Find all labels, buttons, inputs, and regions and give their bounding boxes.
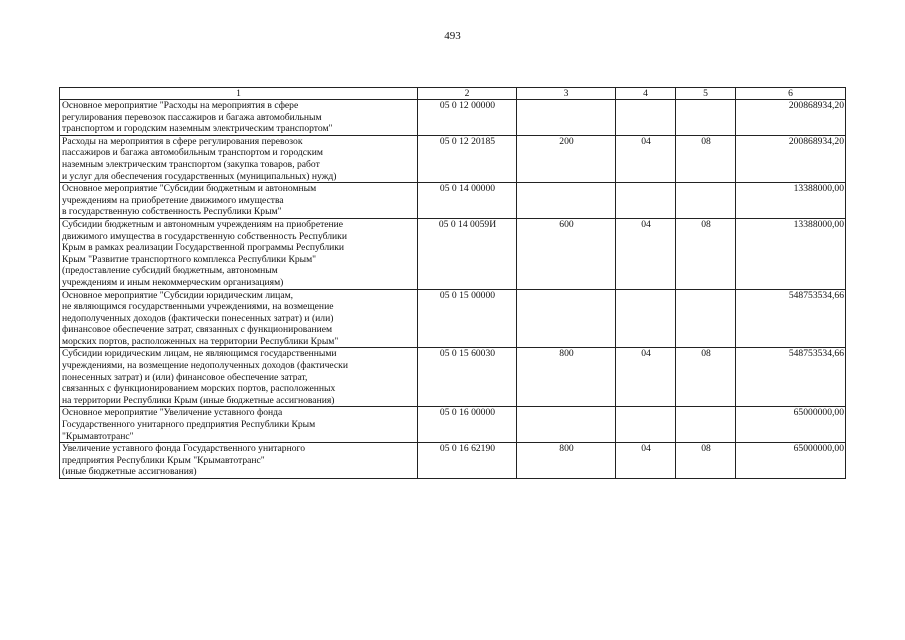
row-name-cell: Субсидии бюджетным и автономным учреждениям на приобретение движимого имущества в государственную собственность Республики Крым в рамках реализации Государственной программы Республики Крым "Развитие транспортного комплекса Республики Крым" (предоставление субсидий бюджетным, автономным учреждениям и иным некоммерческим организациям) (60, 218, 418, 289)
table-header-row (60, 88, 846, 100)
row-name-cell: Увеличение уставного фонда Государственного унитарного предприятия Республики Крым "Крымавтотранс" (иные бюджетные ассигнования) (60, 443, 418, 479)
table-row (60, 135, 846, 182)
row-code-cell: 05 0 14 0059И (418, 218, 517, 289)
row-name-cell: Основное мероприятие "Увеличение уставного фонда Государственного унитарного предприятия Республики Крым "Крымавтотранс" (60, 407, 418, 443)
row-section-cell: 04 (616, 218, 676, 289)
row-subsection-cell: 08 (676, 218, 736, 289)
column-header-1: 1 (60, 88, 418, 100)
budget-table (59, 87, 846, 479)
row-expense-type-cell (517, 183, 616, 219)
row-expense-type-cell: 800 (517, 443, 616, 479)
row-name-cell: Основное мероприятие "Субсидии бюджетным и автономным учреждениям на приобретение движимого имущества в государственную собственность Республики Крым" (60, 183, 418, 219)
row-expense-type-cell: 200 (517, 135, 616, 182)
row-code-cell: 05 0 16 62190 (418, 443, 517, 479)
row-section-cell: 04 (616, 443, 676, 479)
row-sum-cell: 200868934,20 (736, 100, 846, 136)
row-code-cell: 05 0 12 20185 (418, 135, 517, 182)
row-code-cell: 05 0 16 00000 (418, 407, 517, 443)
row-expense-type-cell: 800 (517, 348, 616, 407)
row-expense-type-cell (517, 100, 616, 136)
row-subsection-cell: 08 (676, 135, 736, 182)
row-name-cell: Основное мероприятие "Расходы на мероприятия в сфере регулирования перевозок пассажиров и багажа автомобильным транспортом и городским наземным электрическим транспортом" (60, 100, 418, 136)
row-expense-type-cell (517, 407, 616, 443)
row-expense-type-cell (517, 289, 616, 348)
row-subsection-cell (676, 183, 736, 219)
row-code-cell: 05 0 15 60030 (418, 348, 517, 407)
row-code-cell: 05 0 15 00000 (418, 289, 517, 348)
row-name-cell: Расходы на мероприятия в сфере регулирования перевозок пассажиров и багажа автомобильным транспортом и городским наземным электрическим транспортом (закупка товаров, работ и услуг для обеспечения государственных (муниципальных) нужд) (60, 135, 418, 182)
column-header-5: 5 (676, 88, 736, 100)
row-section-cell (616, 289, 676, 348)
table-row (60, 218, 846, 289)
row-sum-cell: 548753534,66 (736, 289, 846, 348)
row-section-cell (616, 100, 676, 136)
row-subsection-cell: 08 (676, 348, 736, 407)
column-header-6: 6 (736, 88, 846, 100)
column-header-4: 4 (616, 88, 676, 100)
row-section-cell (616, 407, 676, 443)
column-header-3: 3 (517, 88, 616, 100)
table-row (60, 443, 846, 479)
row-subsection-cell (676, 407, 736, 443)
row-name-cell: Субсидии юридическим лицам, не являющимся государственными учреждениями, на возмещение недополученных доходов (фактически понесенных затрат) и (или) финансовое обеспечение затрат, связанных с функционированием морских портов, расположенных на территории Республики Крым (иные бюджетные ассигнования) (60, 348, 418, 407)
page-number: 493 (444, 30, 461, 42)
row-sum-cell: 200868934,20 (736, 135, 846, 182)
row-code-cell: 05 0 12 00000 (418, 100, 517, 136)
row-section-cell: 04 (616, 348, 676, 407)
row-subsection-cell (676, 289, 736, 348)
row-name-cell: Основное мероприятие "Субсидии юридическим лицам, не являющимся государственными учреждениями, на возмещение недополученных доходов (фактически понесенных затрат) и (или) финансовое обеспечение затрат, связанных с функционированием морских портов, расположенных на территории Республики Крым" (60, 289, 418, 348)
table-row (60, 183, 846, 219)
row-sum-cell: 548753534,66 (736, 348, 846, 407)
table-row (60, 407, 846, 443)
row-subsection-cell (676, 100, 736, 136)
row-sum-cell: 13388000,00 (736, 218, 846, 289)
table-row (60, 289, 846, 348)
column-header-2: 2 (418, 88, 517, 100)
row-sum-cell: 13388000,00 (736, 183, 846, 219)
row-section-cell (616, 183, 676, 219)
row-code-cell: 05 0 14 00000 (418, 183, 517, 219)
row-sum-cell: 65000000,00 (736, 443, 846, 479)
table-row (60, 100, 846, 136)
row-sum-cell: 65000000,00 (736, 407, 846, 443)
row-subsection-cell: 08 (676, 443, 736, 479)
row-expense-type-cell: 600 (517, 218, 616, 289)
table-row (60, 348, 846, 407)
row-section-cell: 04 (616, 135, 676, 182)
